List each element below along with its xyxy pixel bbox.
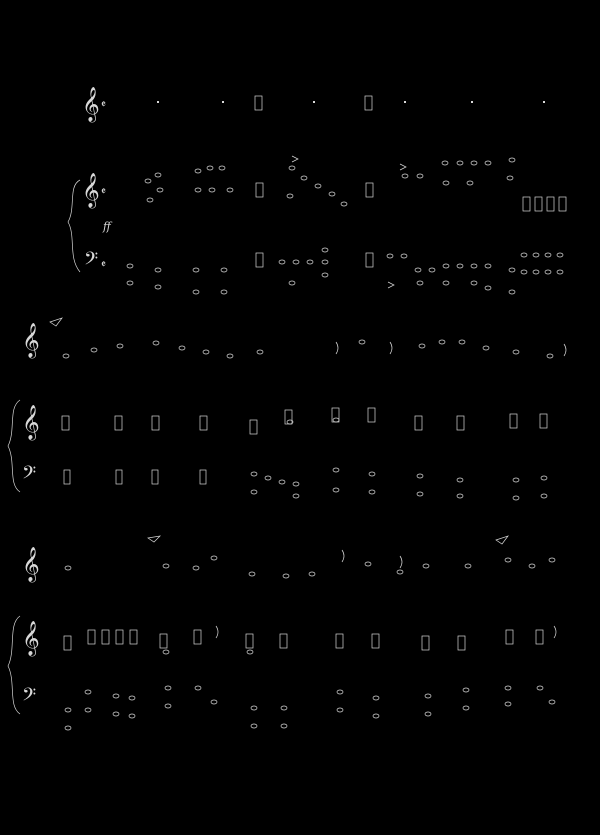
notes	[145, 158, 566, 211]
piano-left-hand-2	[22, 463, 547, 500]
breath-mark	[148, 536, 160, 542]
grand-staff-brace	[68, 180, 80, 272]
treble-clef: 𝄞	[22, 405, 40, 440]
piano-left-hand-1	[84, 248, 563, 294]
time-signature: 𝄵	[101, 258, 106, 271]
piano-right-hand-3	[22, 621, 556, 657]
system-2	[8, 318, 566, 500]
piano-left-hand-3	[22, 685, 555, 730]
piano-right-hand-1	[82, 156, 566, 233]
time-signature: 𝄵	[101, 98, 106, 111]
bass-clef: 𝄢	[22, 463, 37, 488]
solo-staff-1	[82, 87, 545, 123]
notes	[63, 340, 566, 358]
system-1	[68, 87, 566, 294]
accent-mark	[388, 282, 394, 288]
breath-mark	[496, 536, 508, 544]
system-3	[8, 536, 556, 730]
time-signature: 𝄵	[101, 185, 106, 198]
solo-staff-3	[22, 536, 555, 583]
dynamic-ff: ff	[103, 220, 111, 233]
piano-right-hand-2	[22, 405, 547, 441]
chords	[62, 408, 547, 434]
rest-marks	[157, 101, 545, 103]
treble-clef: 𝄞	[82, 87, 100, 122]
notes	[64, 468, 547, 500]
treble-clef: 𝄞	[22, 323, 40, 358]
treble-clef: 𝄞	[82, 173, 100, 208]
notes	[127, 248, 563, 294]
breath-mark	[50, 318, 62, 326]
solo-staff-2	[22, 318, 566, 359]
bass-clef: 𝄢	[84, 249, 99, 274]
chords	[64, 626, 556, 654]
accent-marks	[292, 156, 406, 170]
treble-clef: 𝄞	[22, 621, 40, 656]
bass-clef: 𝄢	[22, 685, 37, 710]
grand-staff-brace	[8, 616, 20, 714]
grand-staff-brace	[8, 400, 20, 492]
treble-clef: 𝄞	[22, 547, 40, 582]
notes	[65, 550, 555, 578]
notes	[65, 686, 555, 730]
